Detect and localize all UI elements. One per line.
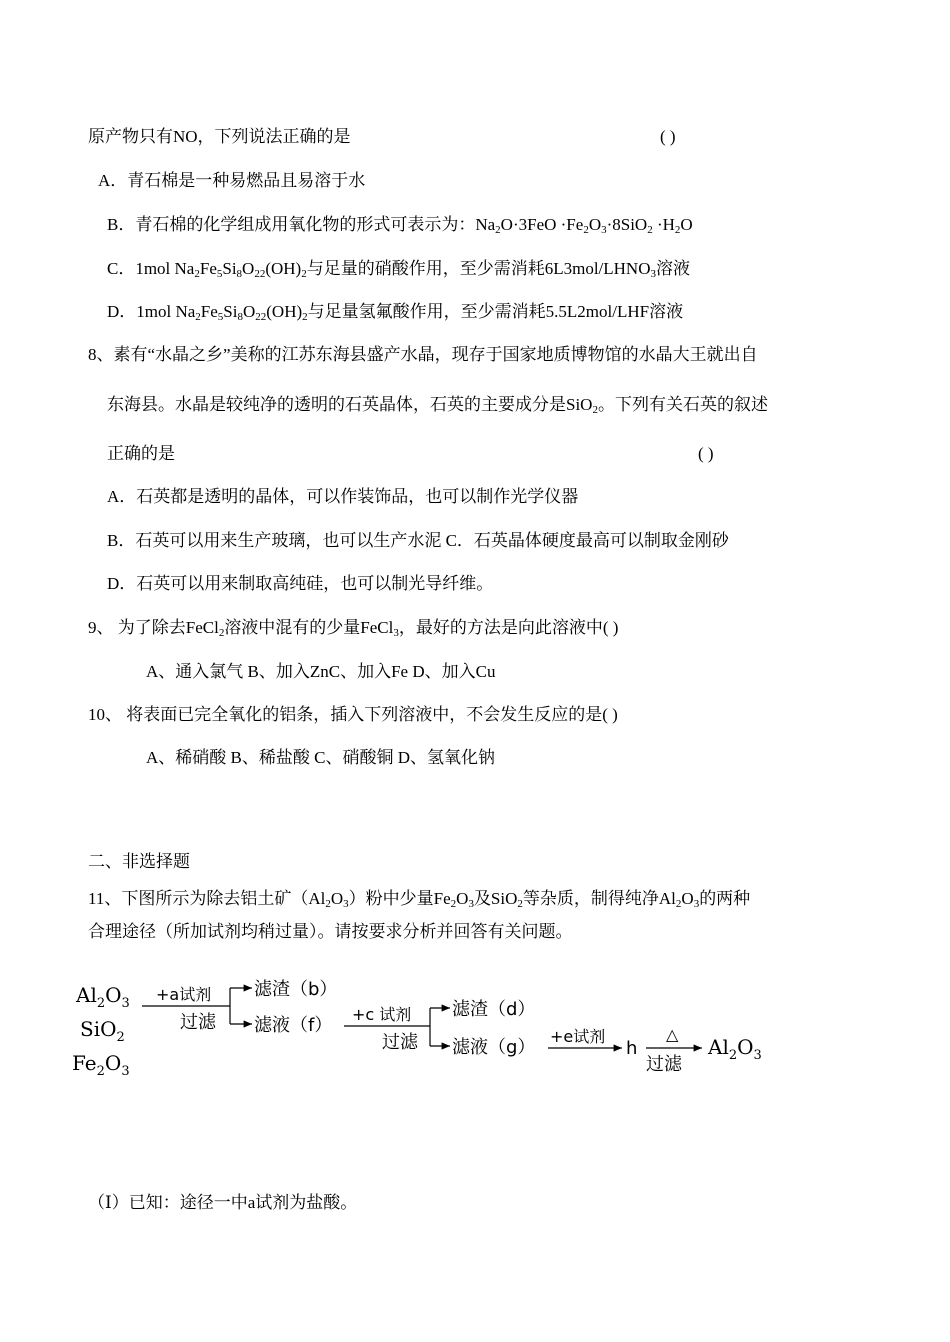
final-al2o3: $Al_2O_3$ bbox=[708, 1035, 762, 1063]
step2-filter: 过滤 bbox=[382, 1032, 418, 1053]
product-h: h bbox=[626, 1038, 638, 1059]
q7-option-b: B．青石棉的化学组成用氧化物的形式可表示为：$Na_2O\cdot 3FeO \cdot Fe_2O_3\cdot 8SiO_2 \cdot H_2O$ bbox=[107, 215, 693, 236]
q7-option-a: A．青石棉是一种易燃品且易溶于水 bbox=[98, 171, 366, 190]
residue-d: 滤渣（d） bbox=[452, 999, 536, 1020]
q11-stem-line1: 11、下图所示为除去铝土矿$(Al_2O_3)$粉中少量$Fe_2O_3$及SiO$_2$等杂质，制得纯净$Al_2O_3$的两种 bbox=[88, 889, 751, 910]
q7-stem: 原产物只有NO，下列说法正确的是 bbox=[88, 127, 351, 146]
q11-part-1: （Ⅰ）已知：途径一中a试剂为盐酸。 bbox=[88, 1193, 358, 1212]
step1-reagent: +a试剂 bbox=[156, 985, 212, 1004]
q7-answer-paren: ( ) bbox=[660, 127, 676, 146]
q11-stem-line2: 合理途径（所加试剂均稍过量）。请按要求分析并回答有关问题。 bbox=[88, 922, 573, 941]
filtrate-f: 滤液（f） bbox=[254, 1015, 333, 1036]
q7-option-c: C．1mol $Na_2Fe_5Si_8O_{22}(OH)_2$与足量的硝酸作用，至少需消耗$6L3mol/LHNO_3$溶液 bbox=[107, 259, 690, 280]
q8-option-a: A．石英都是透明的晶体，可以作装饰品，也可以制作光学仪器 bbox=[107, 487, 579, 506]
q10-options: A、稀硝酸 B、稀盐酸 C、硝酸铜 D、氢氧化钠 bbox=[146, 748, 495, 767]
filtrate-g: 滤液（g） bbox=[452, 1037, 536, 1058]
q8-answer-paren: ( ) bbox=[698, 444, 714, 463]
q7-option-d: D．1mol $Na_2Fe_5Si_8O_{22}(OH)_2$与足量氢氟酸作用，至少需消耗5.5L2mol/LHF溶液 bbox=[107, 302, 684, 323]
q8-option-bc: B．石英可以用来生产玻璃，也可以生产水泥 C．石英晶体硬度最高可以制取金刚砂 bbox=[107, 531, 729, 550]
process-flow-diagram bbox=[70, 968, 790, 1086]
q9-stem: 9、 为了除去FeCl$_2$溶液中混有的少量FeCl$_3$，最好的方法是向此溶液中( ) bbox=[88, 618, 619, 639]
q8-stem-line2: 东海县。水晶是较纯净的透明的石英晶体，石英的主要成分是SiO$_2$。下列有关石英的叙述 bbox=[107, 395, 768, 416]
reactant-fe2o3: $Fe_2O_3$ bbox=[72, 1051, 130, 1079]
q8-option-d: D．石英可以用来制取高纯硅，也可以制光导纤维。 bbox=[107, 574, 494, 593]
residue-b: 滤渣（b） bbox=[254, 979, 338, 1000]
q10-stem: 10、 将表面已完全氧化的铝条，插入下列溶液中，不会发生反应的是( ) bbox=[88, 705, 618, 724]
step2-reagent: +c 试剂 bbox=[352, 1005, 412, 1024]
q8-stem-line3: 正确的是 bbox=[107, 444, 175, 463]
step4-filter: 过滤 bbox=[646, 1054, 682, 1075]
step3-reagent: +e试剂 bbox=[550, 1027, 606, 1046]
reactant-al2o3: $Al_2O_3$ bbox=[76, 983, 130, 1011]
step1-filter: 过滤 bbox=[180, 1012, 216, 1033]
q8-stem-line1: 8、素有“水晶之乡”美称的江苏东海县盛产水晶，现存于国家地质博物馆的水晶大王就出自 bbox=[88, 345, 758, 364]
step4-heat: △ bbox=[666, 1025, 679, 1044]
q9-options: A、通入氯气 B、加入ZnC、加入Fe D、加入Cu bbox=[146, 662, 496, 681]
section-heading: 二、非选择题 bbox=[88, 852, 190, 871]
reactant-sio2: SiO$_2$ bbox=[80, 1017, 125, 1045]
